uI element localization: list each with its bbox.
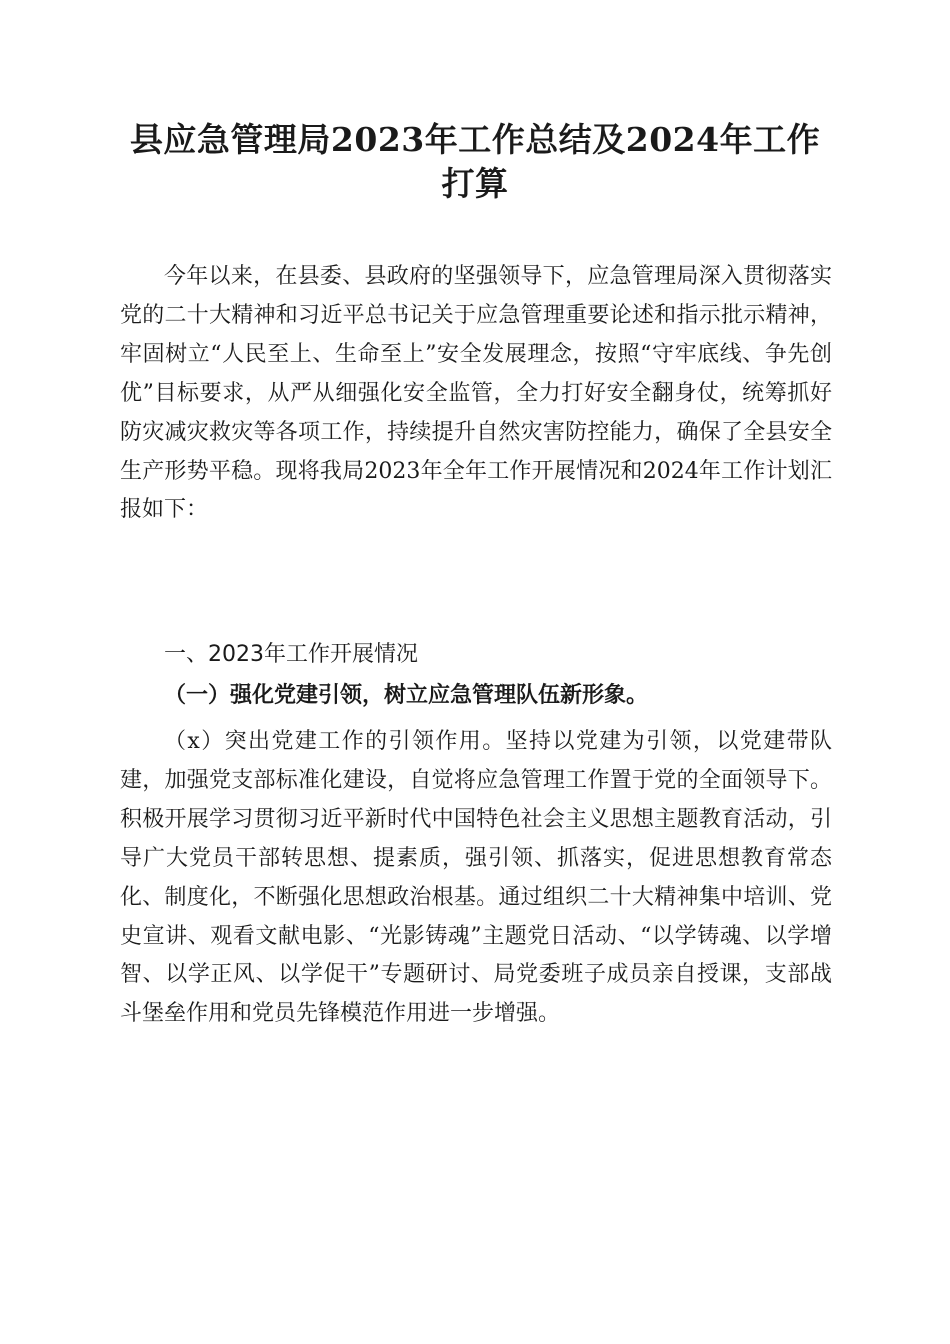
intro-paragraph: 今年以来，在县委、县政府的坚强领导下，应急管理局深入贯彻落实党的二十大精神和习近平总书记关于应急管理重要论述和指示批示精神，牢固树立“人民至上、生命至上”安全发展理念，按照“守牢底线、争先创优”目标要求，从严从细强化安全监管，全力打好安全翻身仗，统筹抓好防灾减灾救灾等各项工作，持续提升自然灾害防控能力，确保了全县安全生产形势平稳。现将我局2023年全年工作开展情况和2024年工作计划汇报如下： (120, 264, 832, 523)
document-title (100, 118, 850, 206)
party-building-paragraph: （x）突出党建工作的引领作用。坚持以党建为引领，以党建带队建，加强党支部标准化建设，自觉将应急管理工作置于党的全面领导下。积极开展学习贯彻习近平新时代中国特色社会主义思想主题教育活动，引导广大党员干部转思想、提素质，强引领、抓落实，促进思想教育常态化、制度化，不断强化思想政治根基。通过组织二十大精神集中培训、党史宣讲、观看文献电影、“光影铸魂”主题党日活动、“以学铸魂、以学增智、以学正风、以学促干”专题研讨、局党委班子成员亲自授课，支部战斗堡垒作用和党员先锋模范作用进一步增强。 (120, 729, 832, 1027)
section-heading: 一、2023年工作开展情况 (164, 642, 418, 667)
title-line-1: 县应急管理局2023年工作总结及2024年工作 (129, 120, 821, 159)
title-line-2: 打算 (441, 164, 509, 203)
subsection-heading: （一）强化党建引领，树立应急管理队伍新形象。 (164, 682, 649, 708)
